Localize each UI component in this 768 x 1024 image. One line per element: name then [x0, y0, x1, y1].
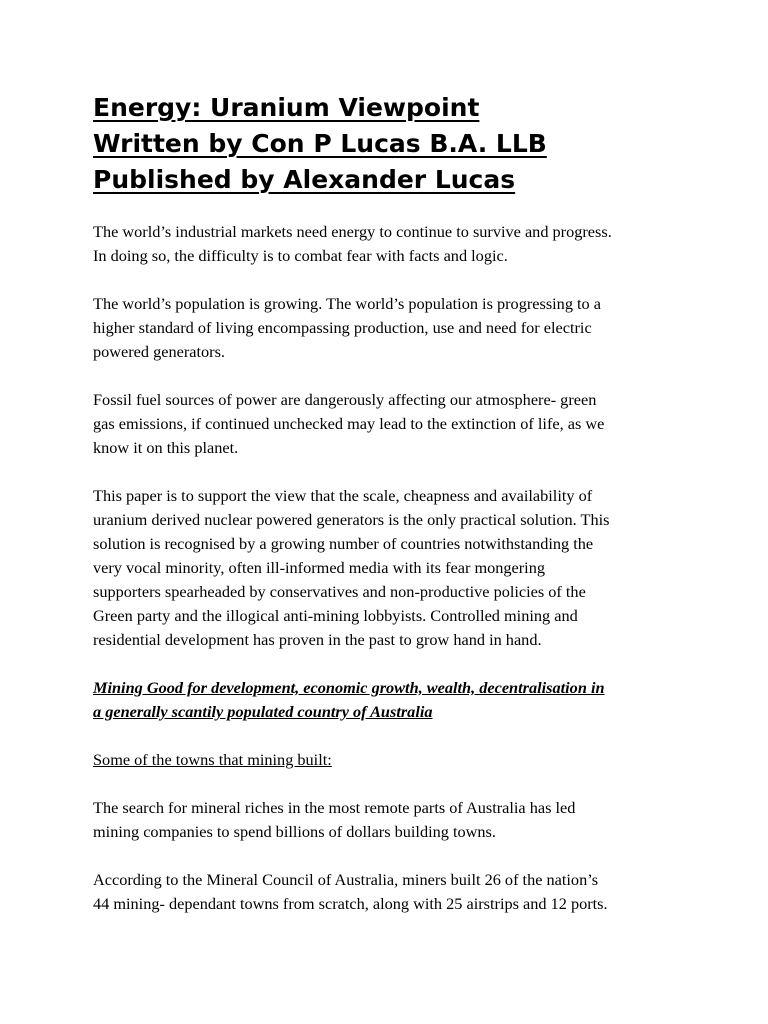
text-line: powered generators. [93, 342, 225, 361]
text-line: higher standard of living encompassing production, use and need for electric [93, 318, 592, 337]
subheading-towns: Some of the towns that mining built: [93, 750, 332, 769]
paragraph-population [93, 292, 683, 364]
paragraph-energy-markets [93, 220, 683, 268]
text-line: The search for mineral riches in the most remote parts of Australia has led [93, 798, 576, 817]
text-line: The world’s population is growing. The world’s population is progressing to a [93, 294, 601, 313]
text-line: In doing so, the difficulty is to combat fear with facts and logic. [93, 246, 508, 265]
paragraph-paper-purpose [93, 484, 683, 652]
text-line: This paper is to support the view that the scale, cheapness and availability of [93, 486, 593, 505]
text-line: very vocal minority, often ill-informed media with its fear mongering [93, 558, 545, 577]
paragraph-fossil-fuel [93, 388, 683, 460]
publisher-line: Published by Alexander Lucas [93, 165, 516, 194]
text-line: supporters spearheaded by conservatives and non-productive policies of the [93, 582, 586, 601]
title-line: Energy: Uranium Viewpoint [93, 93, 480, 122]
text-line: mining companies to spend billions of dollars building towns. [93, 822, 496, 841]
heading-line: a generally scantily populated country of Australia [93, 702, 433, 721]
section-heading [93, 676, 683, 724]
author-line: Written by Con P Lucas B.A. LLB [93, 129, 547, 158]
document-title [93, 90, 683, 198]
text-line: Fossil fuel sources of power are dangerously affecting our atmosphere- green [93, 390, 597, 409]
text-line: residential development has proven in the past to grow hand in hand. [93, 630, 542, 649]
text-line: uranium derived nuclear powered generators is the only practical solution. This [93, 510, 610, 529]
heading-line: Mining Good for development, economic growth, wealth, decentralisation in [93, 678, 605, 697]
paragraph-mineral-search [93, 796, 683, 844]
document-page [93, 90, 683, 940]
text-line: gas emissions, if continued unchecked may lead to the extinction of life, as we [93, 414, 605, 433]
text-line: According to the Mineral Council of Australia, miners built 26 of the nation’s [93, 870, 599, 889]
text-line: know it on this planet. [93, 438, 239, 457]
text-line: solution is recognised by a growing number of countries notwithstanding the [93, 534, 594, 553]
text-line: The world’s industrial markets need energy to continue to survive and progress. [93, 222, 612, 241]
text-line: Green party and the illogical anti-mining lobbyists. Controlled mining and [93, 606, 578, 625]
paragraph-mineral-council [93, 868, 683, 916]
text-line: 44 mining- dependant towns from scratch, along with 25 airstrips and 12 ports. [93, 894, 608, 913]
